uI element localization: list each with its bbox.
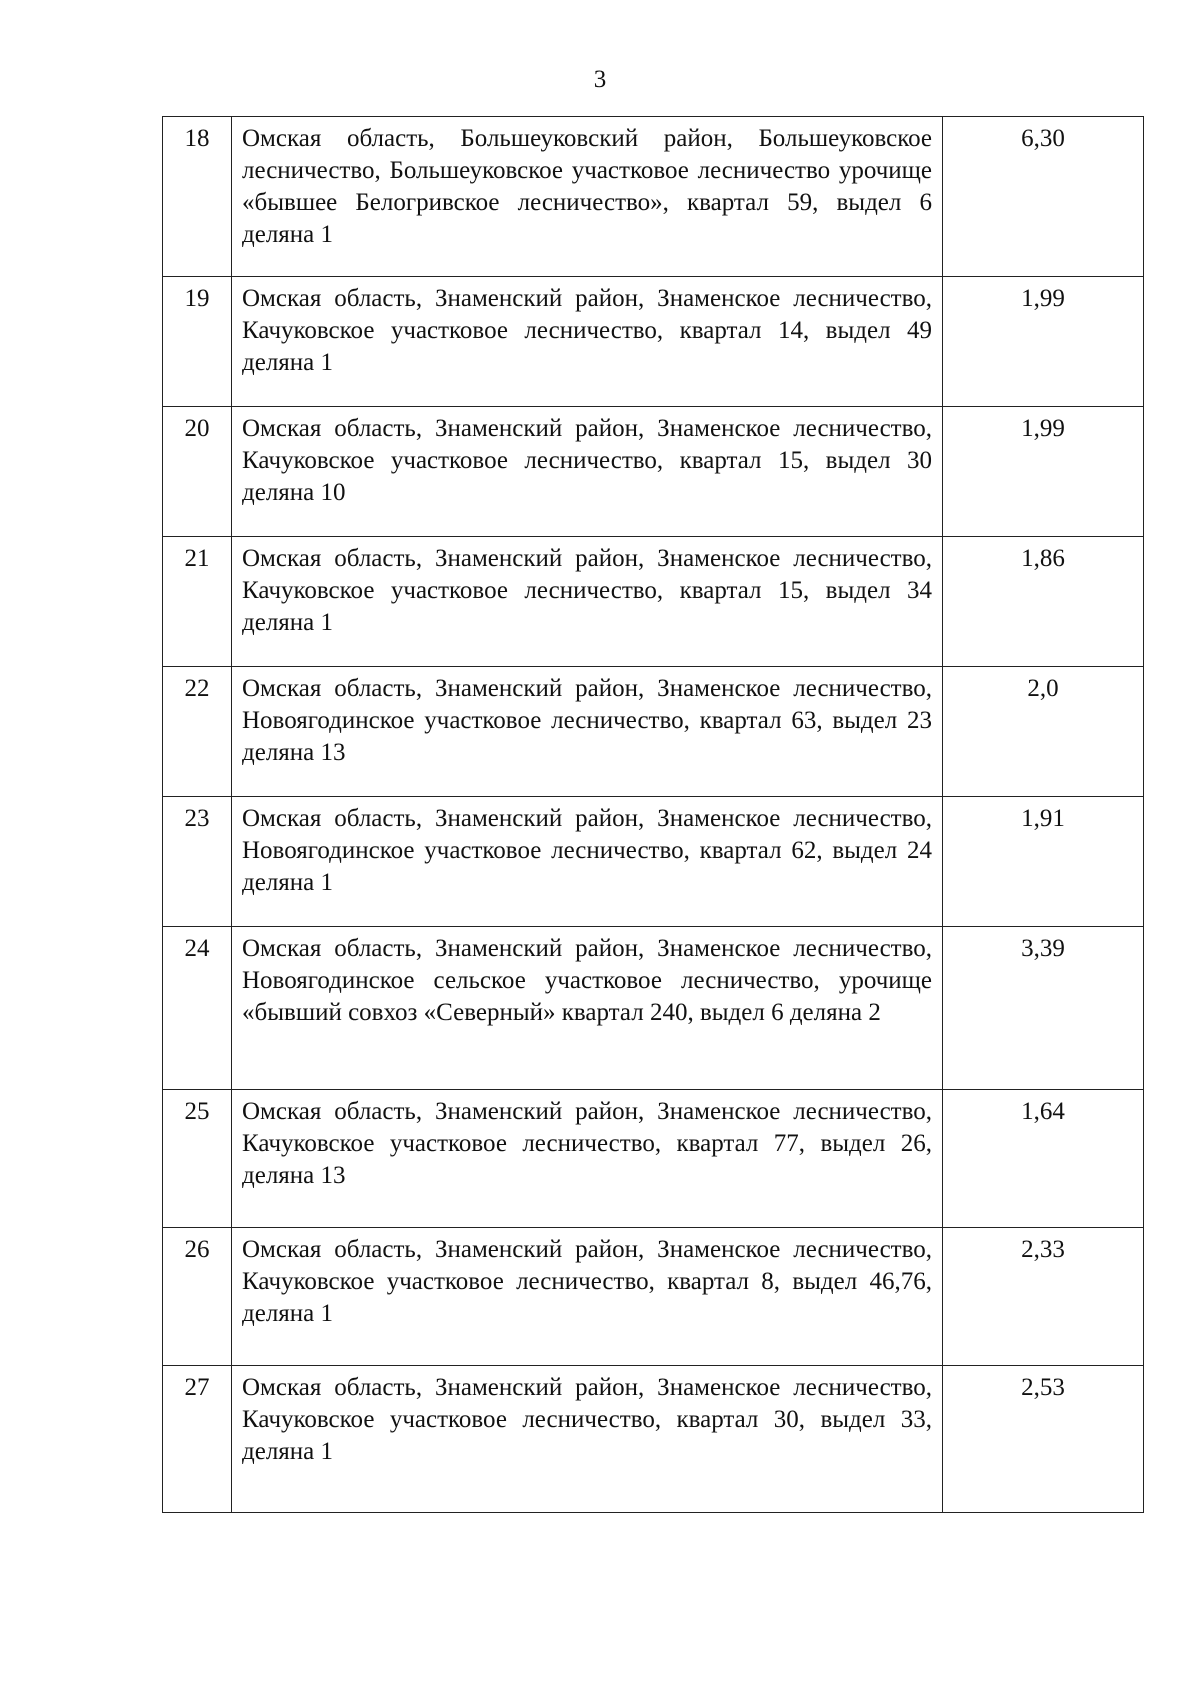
plot-area: 6,30 [943,117,1144,277]
table-row [163,117,1144,277]
row-number: 27 [163,1366,232,1513]
table-row [163,1228,1144,1366]
plot-area: 2,33 [943,1228,1144,1366]
plot-area: 1,86 [943,537,1144,667]
plot-address: Омская область, Знаменский район, Знаменское лесничество, Качуковское участковое лесничество, квартал 15, выдел 34 деляна 1 [232,537,943,667]
row-number: 24 [163,927,232,1090]
plot-area: 1,64 [943,1090,1144,1228]
plot-address: Омская область, Знаменский район, Знаменское лесничество, Новоягодинское участковое лесничество, квартал 63, выдел 23 деляна 13 [232,667,943,797]
row-number: 20 [163,407,232,537]
plot-area: 1,99 [943,277,1144,407]
table-row [163,1090,1144,1228]
plot-area: 2,0 [943,667,1144,797]
plot-area: 3,39 [943,927,1144,1090]
plot-area: 2,53 [943,1366,1144,1513]
table-row [163,407,1144,537]
table-row [163,537,1144,667]
table-row [163,1366,1144,1513]
forest-plots-table [162,116,1144,1513]
plot-address: Омская область, Знаменский район, Знаменское лесничество, Качуковское участковое лесничество, квартал 30, выдел 33, деляна 1 [232,1366,943,1513]
plot-address: Омская область, Знаменский район, Знаменское лесничество, Качуковское участковое лесничество, квартал 14, выдел 49 деляна 1 [232,277,943,407]
table-row [163,797,1144,927]
table-row [163,277,1144,407]
row-number: 22 [163,667,232,797]
row-number: 23 [163,797,232,927]
row-number: 18 [163,117,232,277]
plot-address: Омская область, Знаменский район, Знаменское лесничество, Качуковское участковое лесничество, квартал 8, выдел 46,76, деляна 1 [232,1228,943,1366]
table-row [163,927,1144,1090]
plot-area: 1,91 [943,797,1144,927]
plot-address: Омская область, Большеуковский район, Большеуковское лесничество, Большеуковское участковое лесничество урочище «бывшее Белогривское лесничество», квартал 59, выдел 6 деляна 1 [232,117,943,277]
plot-address: Омская область, Знаменский район, Знаменское лесничество, Качуковское участковое лесничество, квартал 15, выдел 30 деляна 10 [232,407,943,537]
row-number: 25 [163,1090,232,1228]
page-number: 3 [593,66,607,93]
row-number: 19 [163,277,232,407]
row-number: 21 [163,537,232,667]
table-row [163,667,1144,797]
plot-address: Омская область, Знаменский район, Знаменское лесничество, Новоягодинское сельское участковое лесничество, урочище «бывший совхоз «Северный» квартал 240, выдел 6 деляна 2 [232,927,943,1090]
row-number: 26 [163,1228,232,1366]
plot-address: Омская область, Знаменский район, Знаменское лесничество, Качуковское участковое лесничество, квартал 77, выдел 26, деляна 13 [232,1090,943,1228]
plot-address: Омская область, Знаменский район, Знаменское лесничество, Новоягодинское участковое лесничество, квартал 62, выдел 24 деляна 1 [232,797,943,927]
plot-area: 1,99 [943,407,1144,537]
